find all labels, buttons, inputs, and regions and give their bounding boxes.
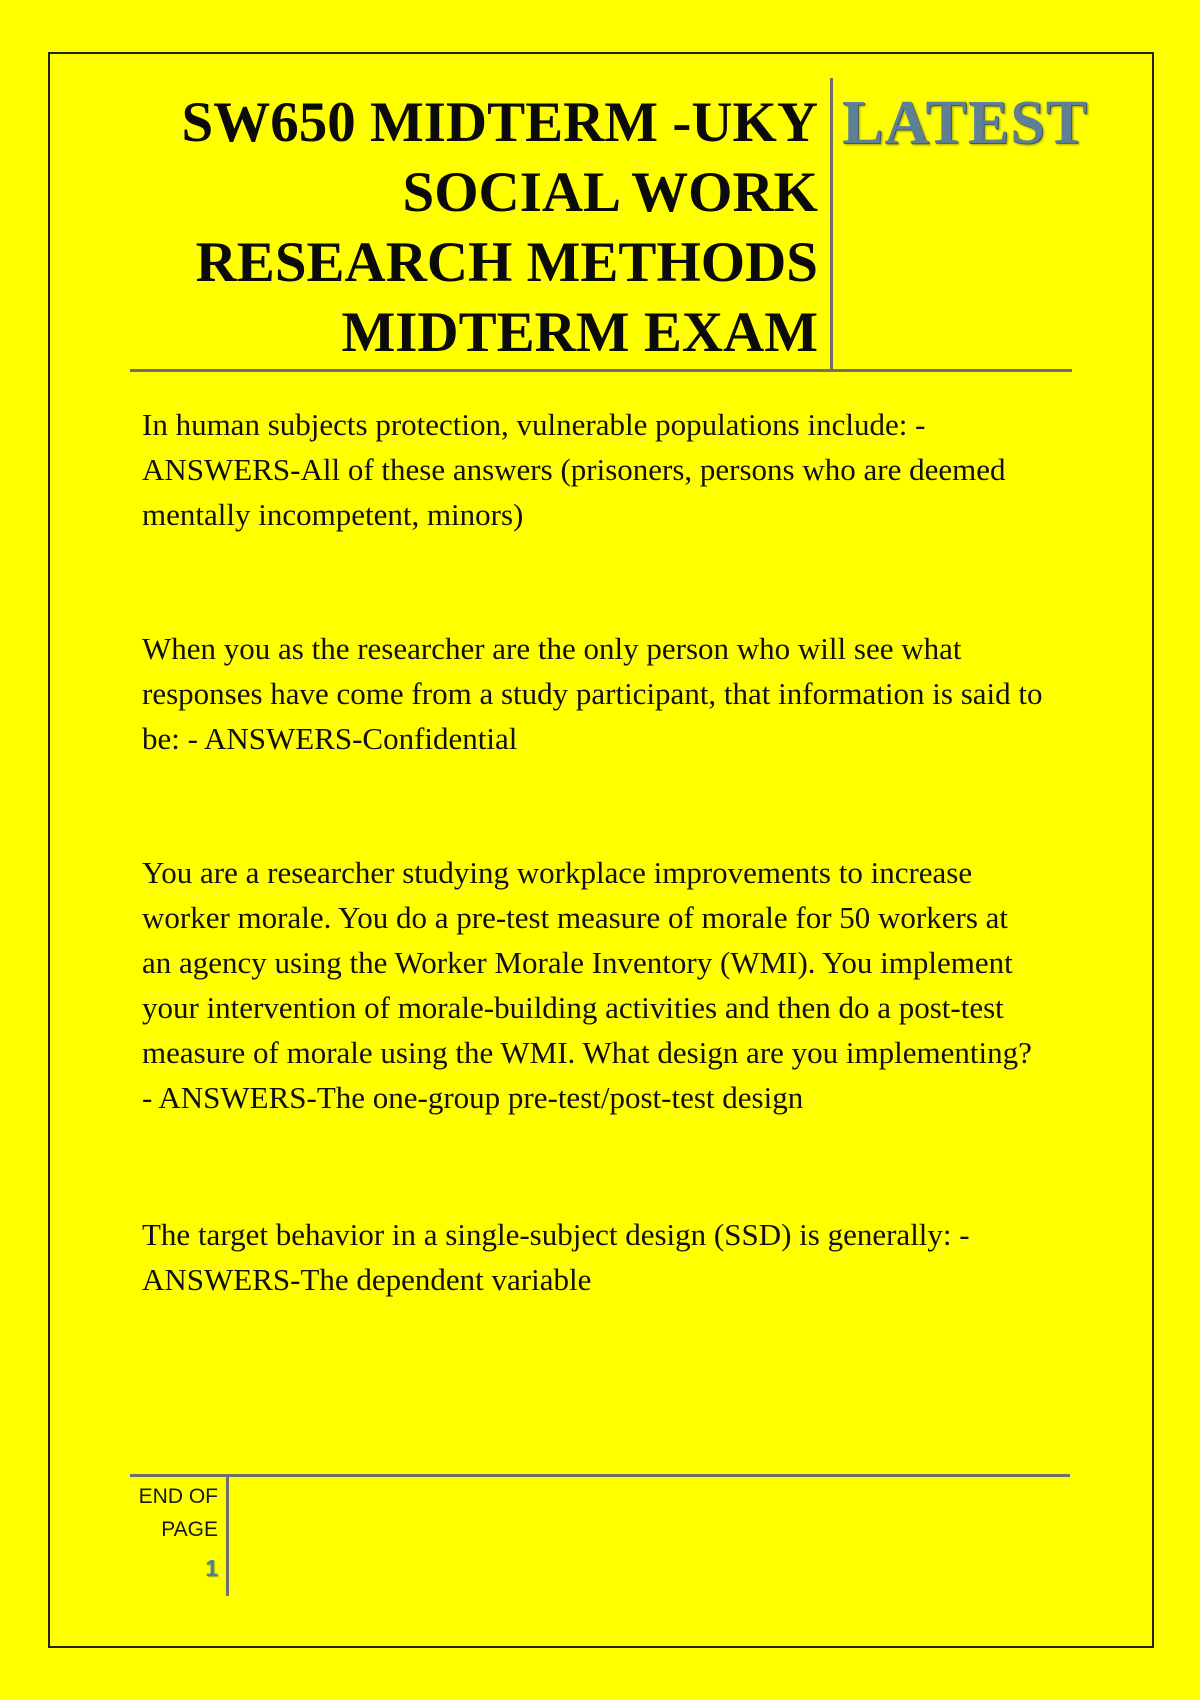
qa-text-line: your intervention of morale-building activities and then do a post-test — [142, 990, 1004, 1025]
qa-text-line: measure of morale using the WMI. What design are you implementing? — [142, 1035, 1032, 1070]
qa-text-line: You are a researcher studying workplace improvements to increase — [142, 855, 973, 890]
qa-text-line: The target behavior in a single-subject design (SSD) is generally: - — [142, 1217, 970, 1252]
qa-text-line: an agency using the Worker Morale Inventory (WMI). You implement — [142, 945, 1013, 980]
qa-text-line: mentally incompetent, minors) — [142, 497, 524, 532]
header-vertical-divider — [830, 78, 833, 370]
latest-badge: LATEST — [842, 89, 1089, 157]
document-title-line: SOCIAL WORK — [402, 161, 818, 224]
qa-item — [142, 1212, 1067, 1302]
qa-item — [142, 402, 1067, 537]
qa-text-line: In human subjects protection, vulnerable populations include: - — [142, 407, 926, 442]
document-title-line: RESEARCH METHODS — [195, 231, 818, 294]
qa-text-line: - ANSWERS-The one-group pre-test/post-test design — [142, 1080, 804, 1115]
qa-text-line: responses have come from a study participant, that information is said to — [142, 676, 1043, 711]
qa-text-line: When you as the researcher are the only person who will see what — [142, 631, 962, 666]
document-title-line: MIDTERM EXAM — [341, 301, 818, 364]
end-of-page-label-line: END OF — [138, 1485, 218, 1508]
qa-text-line: worker morale. You do a pre-test measure of morale for 50 workers at — [142, 900, 1009, 935]
page-number: 1 — [205, 1555, 218, 1581]
qa-text-line: ANSWERS-The dependent variable — [142, 1262, 592, 1297]
qa-text-line: ANSWERS-All of these answers (prisoners, persons who are deemed — [142, 452, 1006, 487]
end-of-page-label-line: PAGE — [161, 1518, 218, 1541]
document-title — [150, 88, 818, 368]
footer-horizontal-rule — [130, 1474, 1070, 1477]
document-title-line: SW650 MIDTERM -UKY — [181, 91, 818, 154]
header-horizontal-rule — [130, 369, 1072, 372]
qa-item — [142, 626, 1067, 761]
qa-text-line: be: - ANSWERS-Confidential — [142, 721, 518, 756]
end-of-page-label — [130, 1480, 218, 1546]
footer-vertical-divider — [226, 1476, 229, 1596]
qa-item — [142, 850, 1067, 1120]
